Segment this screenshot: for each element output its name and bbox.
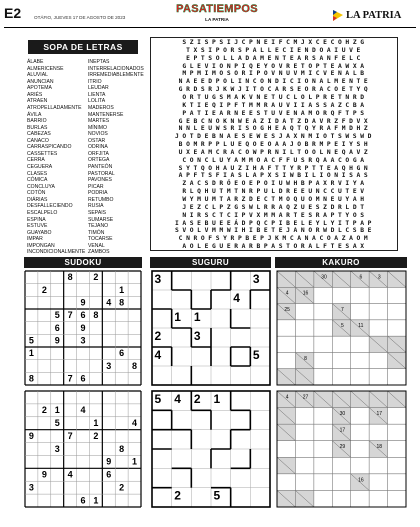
sudoku-given: 4: [106, 297, 112, 308]
word-item: INEPTAS: [88, 59, 110, 65]
suguru-given: 3: [154, 271, 162, 286]
suguru-title: SUGURU: [150, 257, 271, 268]
grid-row: SVOLVMMWIHIBETEJANORWDLCSBE: [174, 227, 376, 235]
grid-row: MPMIMOSORIPOVNUVMICVENALB: [182, 70, 368, 78]
word-item: ÁVILA: [27, 111, 42, 118]
suguru-given: 1: [174, 309, 181, 324]
grid-row: SZISPSIJCPNEIFCMJXCECOHZG: [182, 39, 368, 46]
word-item: COTÓN: [27, 190, 46, 197]
word-item: ATROPELLADAMENTE: [27, 104, 82, 111]
sudoku-given: 6: [54, 322, 60, 333]
word-item: SEPAIS: [88, 209, 107, 216]
word-item: BURLAS: [27, 124, 48, 131]
dateline: OTÁFIO, JUEVES 17 DE AGOSTO DE 2023: [34, 15, 126, 20]
word-item: ITRIO: [88, 78, 102, 85]
kakuro-clue: 17: [339, 427, 346, 434]
sudoku-given: 8: [132, 360, 138, 371]
sudoku-given: 8: [119, 443, 125, 454]
sudoku-title: SUDOKU: [24, 257, 142, 268]
word-item: GUAYABO: [27, 229, 52, 236]
kakuro-grid-1: [276, 270, 407, 386]
word-item: CLASES: [27, 170, 48, 177]
suguru-given: 5: [213, 488, 221, 503]
word-item: ANUNCIAN: [27, 78, 54, 85]
sudoku-given: 6: [106, 469, 112, 480]
sudoku-given: 1: [132, 456, 138, 467]
word-item: MANTENERSE: [88, 111, 124, 118]
sudoku-given: 1: [28, 348, 34, 359]
suguru-given: 4: [154, 347, 162, 362]
sudoku-given: 9: [106, 456, 112, 467]
sudoku-given: 3: [106, 360, 112, 371]
suguru-given: 2: [174, 488, 181, 503]
sudoku-given: 1: [54, 405, 60, 416]
kakuro-grid-2: [276, 390, 407, 508]
word-item: CÓMICA: [27, 177, 48, 184]
sudoku-given: 6: [119, 348, 125, 359]
word-list-right: [88, 59, 144, 256]
suguru-given: 3: [193, 328, 201, 343]
kakuro-clue: 8: [304, 355, 307, 362]
kakuro-clue: 3: [377, 274, 381, 281]
kakuro-clue: 4: [285, 394, 289, 401]
word-item: CARRASPICANDO: [27, 144, 72, 151]
kakuro-clue: 6: [359, 274, 363, 281]
kakuro-clue: 30: [321, 274, 327, 281]
word-item: DIÁRIAS: [27, 196, 48, 203]
word-item: TEJANO: [88, 223, 109, 230]
sudoku-given: 8: [119, 297, 125, 308]
word-list-left: [27, 59, 85, 256]
kakuro-clue: 11: [358, 323, 364, 330]
sudoku-given: 6: [80, 495, 86, 506]
word-item: ODRINA: [88, 144, 108, 151]
grid-row: NAEEDPOLINCONDICIONALMENTE: [178, 78, 372, 86]
word-item: ESCALPELO: [27, 209, 58, 216]
grid-row: CONCLUYAMMOACFFUSRQAACOGA: [182, 156, 368, 164]
kakuro-clue: 29: [339, 444, 346, 451]
sudoku-given: 6: [80, 373, 86, 384]
suguru-given: 2: [193, 391, 201, 406]
kakuro-clue: 4: [285, 290, 289, 297]
sudoku-given: 9: [28, 430, 34, 441]
grid-row: GEBCNOKNWEAZIDATZDAVRZFDVX: [178, 117, 372, 125]
word-item: CERRA: [27, 157, 45, 164]
grid-row: JOTDEBNAESEWESJAXNMIOTSWSWD: [174, 133, 376, 141]
grid-row: GLEVIONPIQEYOVRETOPTEAWXA: [182, 62, 368, 70]
section-logo-title: PASATIEMPOS: [176, 3, 258, 15]
word-item: ZAMBOS: [88, 249, 110, 256]
sudoku-given: 7: [67, 430, 73, 441]
sudoku-given: 4: [132, 418, 138, 429]
kakuro-clue: 30: [339, 411, 346, 418]
grid-row: IASEBUEEÁDPQCPIBELEYLYITPAP: [174, 219, 376, 227]
sudoku-given: 4: [67, 469, 73, 480]
pasatiempos-logo: [172, 2, 262, 26]
suguru-grid-2: [151, 390, 271, 508]
kakuro-clue: 25: [284, 306, 290, 313]
kakuro-clue: 27: [302, 394, 309, 401]
suguru-given: 5: [154, 391, 162, 406]
suguru-grid-1: [151, 270, 271, 386]
flag-icon: [332, 9, 344, 22]
grid-row: ORTUGSMAKVNETUCLOLPRETNRD: [182, 93, 368, 101]
sudoku-given: 9: [54, 335, 60, 346]
grid-row: AOLEGUERARBPASTORALFTESAX: [182, 243, 368, 251]
word-item: PODRIA: [88, 190, 108, 197]
word-item: NOVIOS: [88, 131, 108, 138]
sudoku-given: 3: [28, 482, 34, 493]
word-item: MARTES: [88, 118, 110, 125]
word-item: APOTEMA: [27, 85, 52, 92]
sudoku-grid-2: [24, 390, 142, 508]
sudoku-given: 1: [93, 495, 99, 506]
sudoku-given: 2: [41, 284, 47, 295]
suguru-given: 5: [252, 347, 260, 362]
sudoku-given: 5: [54, 310, 60, 321]
word-item: CASSETTES: [27, 150, 58, 157]
sudoku-given: 9: [80, 322, 86, 333]
brand-name: LA PATRIA: [346, 10, 402, 21]
kakuro-clue: 18: [376, 444, 383, 451]
sudoku-given: 8: [28, 373, 34, 384]
word-item: ÁLABE: [27, 59, 44, 65]
sudoku-given: 6: [80, 310, 86, 321]
word-item: ESPINA: [27, 216, 46, 223]
grid-row: EPTSOLLADAMENTEARSANFELC: [186, 54, 364, 62]
grid-row: GRDSRJKWJITOCARSEORACOETYQ: [178, 86, 372, 94]
grid-row: ZACSDRÓEOEPOIUWHBPAXRVIYA: [182, 180, 368, 188]
word-item: ESTUVE: [27, 223, 48, 230]
grid-row: NNLEUWSRISOGHEAQTQYRAFMDHZ: [178, 125, 372, 133]
suguru-given: 1: [193, 309, 201, 324]
sudoku-given: 2: [93, 272, 99, 283]
sudoku-given: 7: [67, 373, 73, 384]
page-number: E2: [4, 5, 22, 21]
word-item: ATRAEN: [27, 98, 48, 105]
word-item: ARIÉS: [27, 91, 43, 98]
kakuro-clue: 16: [358, 477, 364, 484]
word-item: RETUMBO: [88, 196, 114, 203]
grid-row: KTIEQIPFTMMRAUVIIASSAZCBA: [182, 101, 368, 109]
grid-row: APFTSFIASLAPXSIWBILIONISAS: [178, 172, 372, 180]
word-item: SUMARSE: [88, 216, 114, 223]
grid-row: RLQHUTMTNRPULDREEUNCCUTEV: [182, 188, 368, 196]
sudoku-given: 2: [119, 482, 125, 493]
word-item: ORTEGA: [88, 157, 110, 164]
word-item: ORFJITA: [88, 150, 109, 157]
header-rule: [4, 27, 416, 28]
grid-row: BOMRPPLUEQOEOAAJOBRMPEIYSH: [178, 141, 372, 149]
sudoku-given: 5: [28, 335, 34, 346]
sudoku-given: 4: [80, 405, 86, 416]
kakuro-clue: 16: [302, 290, 309, 297]
grid-row: NIRSCTCIPVXMMARTESRAPTYOS: [182, 211, 368, 219]
grid-row: CNROFSYRPBEPJKMCANACOAZAOM: [178, 235, 372, 243]
word-item: DESFALLECIENDO: [27, 203, 73, 210]
grid-row: JEZCLPZGSWLRRAQZUESZDRLDT: [182, 203, 368, 211]
sudoku-given: 5: [54, 418, 60, 429]
kakuro-clue: 5: [341, 323, 344, 330]
word-item: MÍNIMO: [88, 124, 107, 131]
word-item: OSTAR: [88, 137, 106, 144]
word-item: PICAR: [88, 183, 104, 190]
word-item: IMPONGAN: [27, 242, 55, 249]
grid-row: PATIEARNEESTUVENAMORQFTPS: [182, 109, 368, 117]
sudoku-given: 8: [93, 310, 99, 321]
sudoku-given: 1: [119, 284, 125, 295]
grid-row: TXSIPORSPALLECIENDOAIUVE: [186, 46, 364, 54]
kakuro-title: KAKURO: [275, 257, 407, 268]
word-item: RUSIA: [88, 203, 104, 210]
word-item: INTERRELACIONADOS: [88, 65, 144, 72]
word-item: LIENTA: [88, 91, 106, 98]
suguru-given: 2: [154, 328, 162, 343]
suguru-given: 4: [174, 391, 181, 406]
section-logo-sub: LA PATRIA: [205, 17, 229, 22]
word-item: ALUVIAL: [27, 72, 48, 79]
sudoku-given: 1: [93, 418, 99, 429]
sudoku-given: 7: [67, 310, 73, 321]
word-item: ALMERICENSE: [27, 65, 64, 72]
suguru-given: 4: [233, 290, 240, 305]
word-item: TIMÓN: [88, 229, 105, 236]
grid-row: UXEAMCRACOWPRNILTOOLNEQAVZ: [178, 148, 372, 156]
word-item: VENAL: [88, 242, 105, 249]
word-item: CEGUERA: [27, 164, 53, 170]
sudoku-given: 9: [80, 297, 86, 308]
word-item: PAVONES: [88, 177, 112, 184]
word-item: IMPAR: [27, 236, 43, 243]
word-item: CANACO: [27, 137, 49, 144]
grid-row: SYTQOHAUZIHAFTTYRPTTEAQHGN: [178, 164, 372, 172]
word-item: TOCARSE: [88, 236, 113, 243]
sudoku-given: 3: [54, 443, 60, 454]
sudoku-given: 9: [41, 469, 47, 480]
word-item: BARRIO: [27, 118, 47, 125]
sudoku-grid-1: [24, 270, 142, 386]
sudoku-given: 3: [80, 335, 86, 346]
grid-row: WYMUMTARZDECTMOQUOMNEUYAH: [182, 196, 368, 204]
kakuro-clue: 17: [376, 411, 383, 418]
sopa-title: SOPA DE LETRAS: [28, 40, 138, 54]
word-item: CONCLUYA: [27, 183, 55, 190]
word-item: CABEZAS: [27, 131, 51, 138]
suguru-given: 1: [213, 391, 221, 406]
sudoku-given: 8: [67, 272, 73, 283]
word-item: LEUDAR: [88, 85, 109, 92]
word-search-grid: [150, 37, 398, 251]
sudoku-given: 2: [93, 430, 99, 441]
word-item: INCONDICIONALMENTE: [27, 249, 86, 256]
kakuro-clue: 7: [341, 306, 344, 313]
suguru-given: 3: [252, 271, 260, 286]
sudoku-given: 2: [41, 405, 47, 416]
word-item: PANTEÓN: [88, 164, 113, 170]
word-item: PASTORAL: [88, 170, 115, 177]
word-item: LOLITA: [88, 98, 106, 105]
word-item: IRREMEDIABLEMENTE: [88, 72, 144, 79]
word-item: MADEROS: [88, 104, 114, 111]
